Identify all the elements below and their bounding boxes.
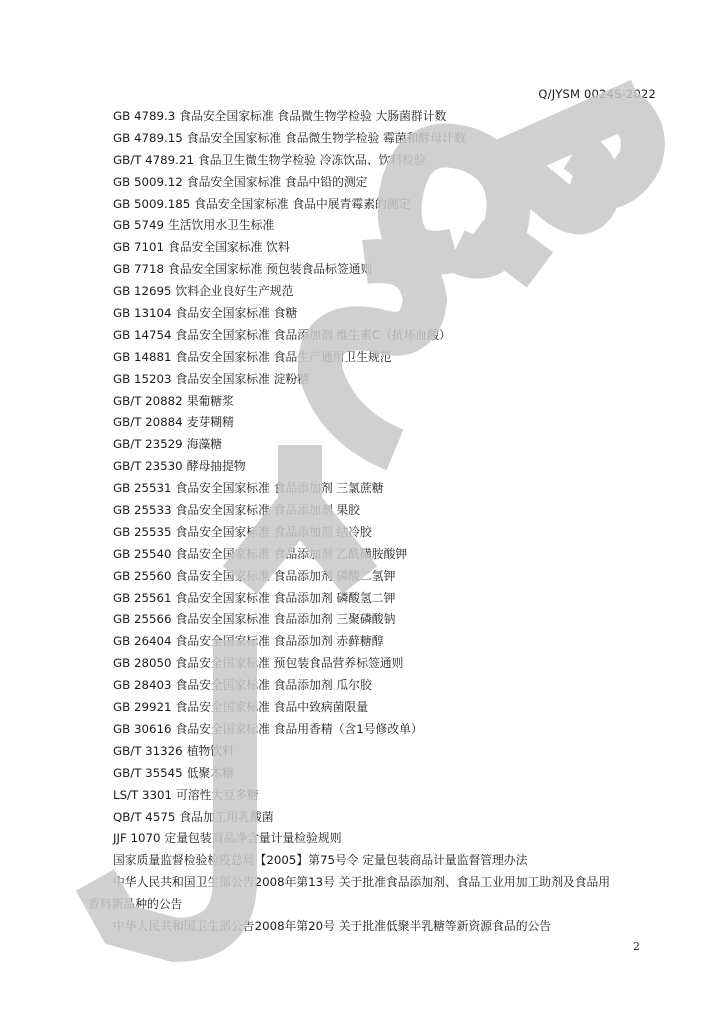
reference-item (113, 697, 466, 719)
reference-item (113, 347, 466, 369)
reference-item (113, 150, 466, 172)
reference-title: 麦芽糊精 (186, 415, 234, 430)
reference-title: 食品安全国家标准 食品中铅的测定 (186, 174, 368, 189)
reference-item (113, 828, 466, 850)
reference-title: 食品安全国家标准 食品添加剂 三聚磷酸钠 (175, 612, 396, 627)
reference-title: 食品安全国家标准 食品添加剂 维生素C（抗坏血酸） (175, 327, 451, 342)
reference-title: 定量包装商品净含量计量检验规则 (164, 831, 342, 846)
reference-title: 食品加工用乳酸菌 (179, 809, 274, 824)
reference-item (113, 522, 466, 544)
reference-title: 食品安全国家标准 预包装食品营养标签通则 (175, 656, 404, 671)
reference-item (113, 763, 466, 785)
reference-title: 食品安全国家标准 食品用香精（含1号修改单） (175, 721, 423, 736)
reference-item (113, 719, 466, 741)
reference-code: GB 4789.3 (113, 109, 176, 123)
reference-code: GB 25533 (113, 503, 172, 518)
reference-item (113, 303, 466, 325)
reference-standards-list (113, 106, 466, 850)
notice-moh-20: 中华人民共和国卫生部公告2008年第20号 关于批准低聚半乳糖等新资源食品的公告 (113, 919, 552, 933)
reference-title: 食品安全国家标准 预包装食品标签通则 (168, 262, 373, 277)
reference-code: GB/T 23529 (113, 437, 183, 452)
reference-item (113, 194, 466, 216)
reference-code: GB 29921 (113, 700, 172, 715)
document-code: Q/JYSM 0024S-2022 (538, 87, 656, 101)
reference-title: 可溶性大豆多糖 (176, 787, 259, 802)
reference-code: GB 25531 (113, 481, 172, 496)
reference-code: GB 15203 (113, 371, 172, 386)
reference-code: GB 12695 (113, 284, 172, 299)
notice-aqsiq-75: 国家质量监督检验检疫总局【2005】第75号令 定量包装商品计量监督管理办法 (113, 853, 528, 867)
reference-code: GB 4789.15 (113, 130, 183, 145)
reference-title: 食品安全国家标准 食品微生物学检验 霉菌和酵母计数 (186, 130, 466, 145)
reference-title: 食品安全国家标准 食品添加剂 结冷胶 (175, 524, 372, 539)
reference-title: 饮料企业良好生产规范 (175, 284, 294, 299)
reference-title: 食品安全国家标准 食品微生物学检验 大肠菌群计数 (179, 109, 447, 123)
reference-item (113, 434, 466, 456)
reference-code: GB 7718 (113, 262, 165, 277)
reference-title: 果葡糖浆 (186, 393, 234, 408)
reference-code: JJF 1070 (113, 831, 161, 846)
reference-code: GB 25561 (113, 590, 172, 605)
page-number: 2 (633, 940, 640, 953)
reference-code: GB 25566 (113, 612, 172, 627)
reference-title: 食品安全国家标准 淀粉糖 (175, 371, 310, 386)
reference-item (113, 325, 466, 347)
reference-code: GB/T 23530 (113, 459, 183, 474)
reference-code: GB 5009.185 (113, 196, 191, 211)
reference-item (113, 106, 466, 128)
reference-title: 食品安全国家标准 食品中展青霉素的测定 (194, 196, 411, 211)
reference-item (113, 237, 466, 259)
reference-title: 食品安全国家标准 食品生产通用卫生规范 (175, 349, 392, 364)
reference-code: GB 25535 (113, 524, 172, 539)
reference-code: LS/T 3301 (113, 787, 173, 802)
reference-code: GB/T 4789.21 (113, 152, 194, 167)
notice-moh-13-line2: 香料新品种的公告 (88, 897, 183, 911)
reference-title: 食品安全国家标准 食糖 (175, 306, 298, 321)
reference-item (113, 281, 466, 303)
reference-code: GB 30616 (113, 721, 172, 736)
reference-code: GB 25560 (113, 568, 172, 583)
reference-code: GB 14754 (113, 327, 172, 342)
notice-moh-13-line1: 中华人民共和国卫生部公告2008年第13号 关于批准食品添加剂、食品工业用加工助剂及食品用 (113, 875, 611, 889)
reference-code: GB 14881 (113, 349, 172, 364)
reference-item (113, 478, 466, 500)
reference-item (113, 215, 466, 237)
reference-item (113, 544, 466, 566)
reference-code: GB 5749 (113, 218, 165, 233)
reference-item (113, 259, 466, 281)
reference-code: GB/T 20884 (113, 415, 183, 430)
reference-title: 植物饮料 (186, 743, 234, 758)
reference-item (113, 500, 466, 522)
reference-item (113, 391, 466, 413)
reference-item (113, 675, 466, 697)
reference-item (113, 128, 466, 150)
reference-code: GB 7101 (113, 240, 165, 255)
reference-title: 食品安全国家标准 食品添加剂 乙酰磺胺酸钾 (175, 546, 408, 561)
reference-title: 生活饮用水卫生标准 (168, 218, 275, 233)
reference-code: GB 25540 (113, 546, 172, 561)
reference-title: 食品安全国家标准 食品添加剂 果胶 (175, 503, 360, 518)
reference-code: GB 28050 (113, 656, 172, 671)
reference-code: GB 28403 (113, 678, 172, 693)
reference-code: QB/T 4575 (113, 809, 176, 824)
reference-title: 食品安全国家标准 食品添加剂 赤藓糖醇 (175, 634, 384, 649)
reference-item (113, 412, 466, 434)
reference-title: 低聚木糖 (186, 765, 234, 780)
reference-item (113, 588, 466, 610)
reference-item (113, 609, 466, 631)
reference-title: 食品安全国家标准 食品中致病菌限量 (175, 700, 369, 715)
reference-title: 食品安全国家标准 食品添加剂 磷酸二氢钾 (175, 568, 396, 583)
reference-item (113, 653, 466, 675)
reference-code: GB 26404 (113, 634, 172, 649)
reference-code: GB 13104 (113, 306, 172, 321)
reference-item (113, 566, 466, 588)
reference-title: 食品卫生微生物学检验 冷冻饮品、饮料检验 (197, 152, 426, 167)
watermark-letter-b (505, 100, 643, 212)
reference-item (113, 369, 466, 391)
reference-title: 食品安全国家标准 饮料 (168, 240, 290, 255)
reference-title: 食品安全国家标准 食品添加剂 磷酸氢二钾 (175, 590, 396, 605)
reference-code: GB/T 35545 (113, 765, 183, 780)
reference-item (113, 785, 466, 807)
reference-item (113, 456, 466, 478)
reference-code: GB/T 31326 (113, 743, 183, 758)
reference-code: GB/T 20882 (113, 393, 183, 408)
reference-title: 海藻糖 (186, 437, 223, 452)
reference-title: 食品安全国家标准 食品添加剂 瓜尔胶 (175, 678, 372, 693)
reference-title: 食品安全国家标准 食品添加剂 三氯蔗糖 (175, 481, 384, 496)
reference-title: 酵母抽提物 (186, 459, 246, 474)
reference-item (113, 172, 466, 194)
reference-code: GB 5009.12 (113, 174, 183, 189)
reference-item (113, 807, 466, 829)
reference-item (113, 741, 466, 763)
reference-item (113, 631, 466, 653)
